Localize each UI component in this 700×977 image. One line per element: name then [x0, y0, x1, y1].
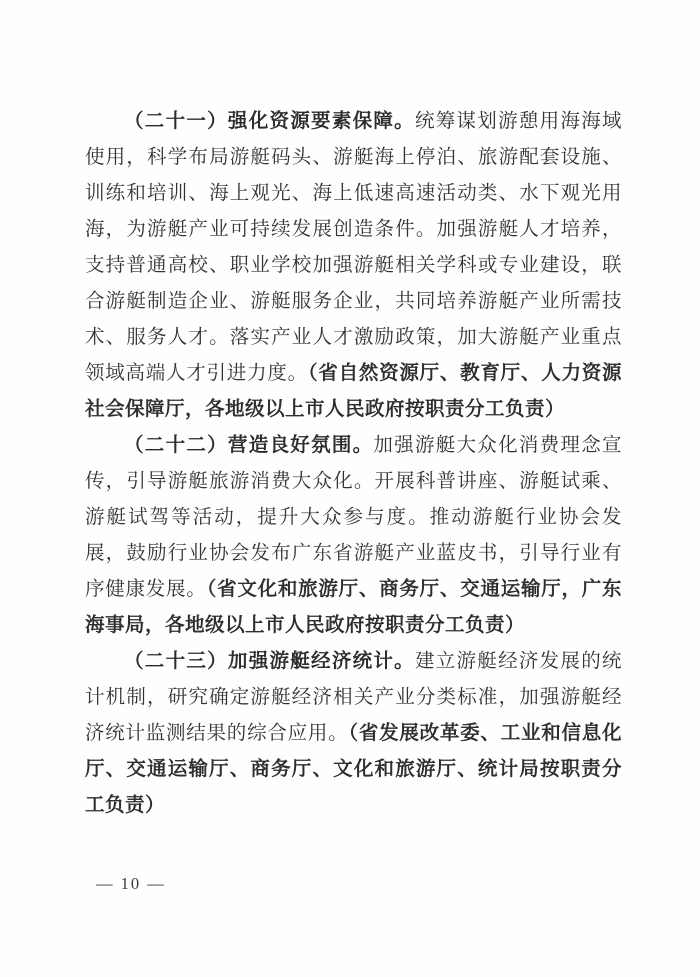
paragraph-23 — [85, 644, 622, 824]
paragraph-23-heading: （二十三）加强游艇经济统计。 — [124, 651, 415, 672]
paragraph-23-attribution: （省发展改革委、工业和信息化厅、交通运输厅、商务厅、文化和旅游厅、统计局按职责分工负责） — [85, 723, 622, 816]
paragraph-22-body: 加强游艇大众化消费理念宣传，引导游艇旅游消费大众化。开展科普讲座、游艇试乘、游艇试驾等活动，提升大众参与度。推动游艇行业协会发展，鼓励行业协会发布广东省游艇产业蓝皮书，引导行业有序健康发展。 — [85, 435, 622, 600]
paragraph-22-heading: （二十二）营造良好氛围。 — [124, 435, 374, 456]
paragraph-22-attribution: （省文化和旅游厅、商务厅、交通运输厅，广东海事局，各地级以上市人民政府按职责分工负责） — [85, 579, 622, 636]
page-number: — 10 — — [96, 874, 166, 893]
paragraph-21-attribution: （省自然资源厅、教育厅、人力资源社会保障厅，各地级以上市人民政府按职责分工负责） — [85, 363, 622, 420]
paragraph-21 — [85, 104, 622, 428]
paragraph-21-body: 统筹谋划游憩用海海域使用，科学布局游艇码头、游艇海上停泊、旅游配套设施、训练和培训、海上观光、海上低速高速活动类、水下观光用海，为游艇产业可持续发展创造条件。加强游艇人才培养，支持普通高校、职业学校加强游艇相关学科或专业建设，联合游艇制造企业、游艇服务企业，共同培养游艇产业所需技术、服务人才。落实产业人才激励政策，加大游艇产业重点领域高端人才引进力度。 — [85, 111, 622, 384]
paragraph-23-body: 建立游艇经济发展的统计机制，研究确定游艇经济相关产业分类标准，加强游艇经济统计监测结果的综合应用。 — [85, 651, 622, 744]
paragraph-22 — [85, 428, 622, 644]
document-body — [85, 104, 622, 824]
paragraph-21-heading: （二十一）强化资源要素保障。 — [124, 111, 415, 132]
